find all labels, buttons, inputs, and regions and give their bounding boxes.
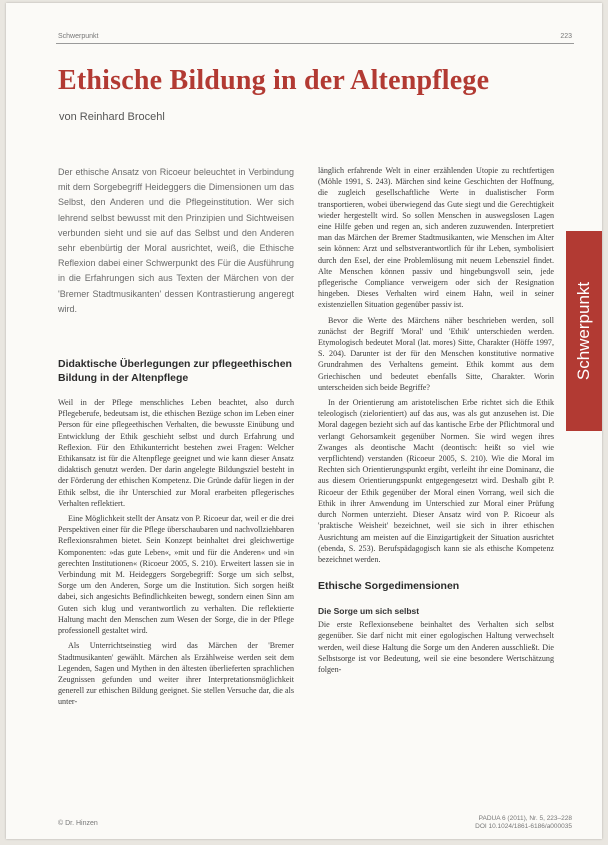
article-intro: Der ethische Ansatz von Ricoeur beleuchtet in Verbindung mit dem Sorgebegriff Heideggers die Dimensionen um das Selbst, den Anderen und die Pflegeinstitution. Wer sich lehrend selbst bewusst mit den Prinzipien und Sichtweisen verbunden sieht und sie auf das Selbst und den Anderen sehr ebenbürtig der Moral ausrichtet, weiß, die Ethische Reflexion dabei einer Schwerpunkt des Für die Ausführung in die Erfahrungen sich aus Texten der Märchen von der 'Bremer Stadtmusikanten' dessen Kontrastierung angeregt wird.	[58, 167, 294, 314]
header-divider	[56, 43, 574, 44]
body-paragraph: Eine Möglichkeit stellt der Ansatz von P. Ricoeur dar, weil er die drei Perspektiven einer für die Pflege überschaubaren und nachvollziehbaren Reflexionsrahmen bietet. Sein Konzept beinhaltet drei gleichwertige Komponenten: »das gute Leben«, »mit und für die Anderen« und »in gerechten Institutionen« (Ricoeur 2005, S. 210). Erweitert lassen sie in Verbindung mit M. Heideggers Sorgebegriff: Sorge um sich selbst, Sorge um den Anderen, Sorge um die Institution. Sich sorgen heißt dabei, sich angesichts Befindlichkeiten bewegt, sondern einen Sinn am Guten sich klug und verantwortlich zu verhalten. Die reflektierte Haltung macht den Menschen zum Wesen der Sorge, die in der Pflege professionell gestaltet wird.	[58, 514, 294, 636]
footer-citation-line: PADUA 6 (2011), Nr. 5, 223–228	[478, 815, 572, 822]
right-section-heading: Ethische Sorgedimensionen	[318, 580, 460, 593]
body-paragraph: länglich erfahrende Welt in einer erzählenden Utopie zu rechtfertigen (Möhle 1991, S. 243). Märchen sind keine Geschichten der Hoffnung, die zugleich gesellschaftliche Werte in dualistischer Form transportieren, wobei überwiegend das Gute siegt und die Gerechtigkeit wieder hergestellt wird. So sollen Menschen in auswegslosen Lagen eine Hilfe geben und regen an, sich anderen zuzuwenden. Interpretiert man das Märchen der Bremer Stadtmusikanten, wie Menschen im Alter sein können: Arzt und selbstverantwortlich für ihr Leben, symbolisiert durch den Esel, der eine Problemlösung mit neuem Lebensziel findet. Alte Menschen können passiv und hingebungsvoll sein, jede pflegerische Compliance verweigern oder sich der Resignation hingeben. Dieses Verhalten wird einem Hahn, weil in seiner existenziellen Situation gegenüber passiv ist.	[318, 166, 554, 310]
body-paragraph: Weil in der Pflege menschliches Leben beachtet, also durch Pflegeberufe, bedeutsam ist, die ethischen Bezüge schon im Leben einer Person für eine pflegeethischen Verhalten, die bewusste Einübung und Entwicklung der Ethik geschieht selbst und durch Erfahrung und Reflexion. Für den Ethikunterricht bestehen zwei Fragen: Welcher Ethikansatz ist für die Altenpflege geeignet und wie kann dieser Ansatz didaktisch genutzt werden. Der darin angelegte Bildungsziel besteht in der Förderung der ethischen Kompetenz. Die Gründe dafür liegen in der Ethik selbst, die ihr Unterschied zur Moral erarbeiten pflegerisches Verhalten reflektiert.	[58, 398, 294, 508]
document-page	[6, 3, 602, 839]
right-column	[318, 165, 554, 679]
body-paragraph: Die erste Reflexionsebene beinhaltet des Verhalten sich selbst gegenüber. Sie darf nicht mit einer egologischen Haltung verwechselt werden, weil diese Haltung die Sorge um den Anderen ausschließt. Die Selbstsorge ist vor Bedeutung, weil sie eine besondere Wertschätzung folgen-	[318, 620, 554, 674]
left-column	[58, 165, 294, 712]
running-header-section: Schwerpunkt	[58, 33, 99, 40]
right-subheading: Die Sorge um sich selbst	[318, 606, 420, 617]
body-paragraph: Als Unterrichtseinstieg wird das Märchen der 'Bremer Stadtmusikanten' gewählt. Märchen als Erzählweise werden seit dem Legenden, Sagen und Mythen in den ältesten überlieferten sprachlichen Zeugnissen gefunden und weiter ihrer Interpretationsmöglichkeit generell zur ethischen Bildung geeignet. Sie stellen Versuche dar, die als unter-	[58, 641, 294, 707]
left-section-heading: Didaktische Überlegungen zur pflegeethischen Bildung in der Altenpflege	[58, 358, 292, 385]
footer-citation	[475, 815, 572, 831]
body-paragraph: Bevor die Werte des Märchens näher beschrieben werden, soll zunächst der Begriff 'Moral' und 'Ethik' unterschieden werden. Etymologisch bedeutet Moral (lat. mores) Sitte, Charakter (Höffe 1997, S. 204). Darunter ist der für den Menschen konstitutive normative Grundrahmen des Verhaltens gemeint. Ethik kommt aus dem Griechischen und bedeutet ebenfalls Sitte, Charakter. Worin unterscheiden sich beide Begriffe?	[318, 315, 554, 392]
section-side-tab	[566, 231, 602, 431]
body-paragraph: In der Orientierung am aristotelischen Erbe richtet sich die Ethik teleologisch (zielorientiert) auf das aus, was als gut anzusehen ist. Die Moral dagegen bezieht sich auf das kantische Erbe der Pflichtmoral und verlangt Gehorsamkeit gegenüber Normen. Sie wird wegen ihres Zwanges als deontische Macht (deontisch: heißt so viel wie verpflichtend) verstanden (Ricoeur 2005, S. 210). Wie die Moral im Rechten sich Orientierungspunkt ergibt, verleiht ihr eine Dominanz, die aus diesem Orientierungspunkt entgegengesetzt wird. Deshalb gibt P. Ricoeur der Ethik gegenüber der Moral einen Vorrang, weil sich die Ethik in ihrer Anwendung im Unterschied zur Moral einer Prüfung durch Normen unterzieht. Dieser Ansatz wird von P. Ricoeur als 'praktische Weisheit' bezeichnet, weil sie sich in ihrer ethischen Ausrichtung am meisten auf die Einzigartigkeit der Situation ausrichtet (ebenda, S. 253). Berufspädagogisch kann sie als ethische Kompetenz bezeichnet werden.	[318, 398, 554, 564]
side-tab-label: Schwerpunkt	[574, 281, 593, 381]
footer-copyright: © Dr. Hinzen	[58, 820, 98, 827]
page-number: 223	[560, 33, 572, 40]
article-title: Ethische Bildung in der Altenpflege	[58, 65, 490, 96]
article-byline: von Reinhard Brocehl	[59, 111, 165, 123]
footer-doi-line: DOI 10.1024/1861-6186/a000035	[475, 823, 572, 830]
